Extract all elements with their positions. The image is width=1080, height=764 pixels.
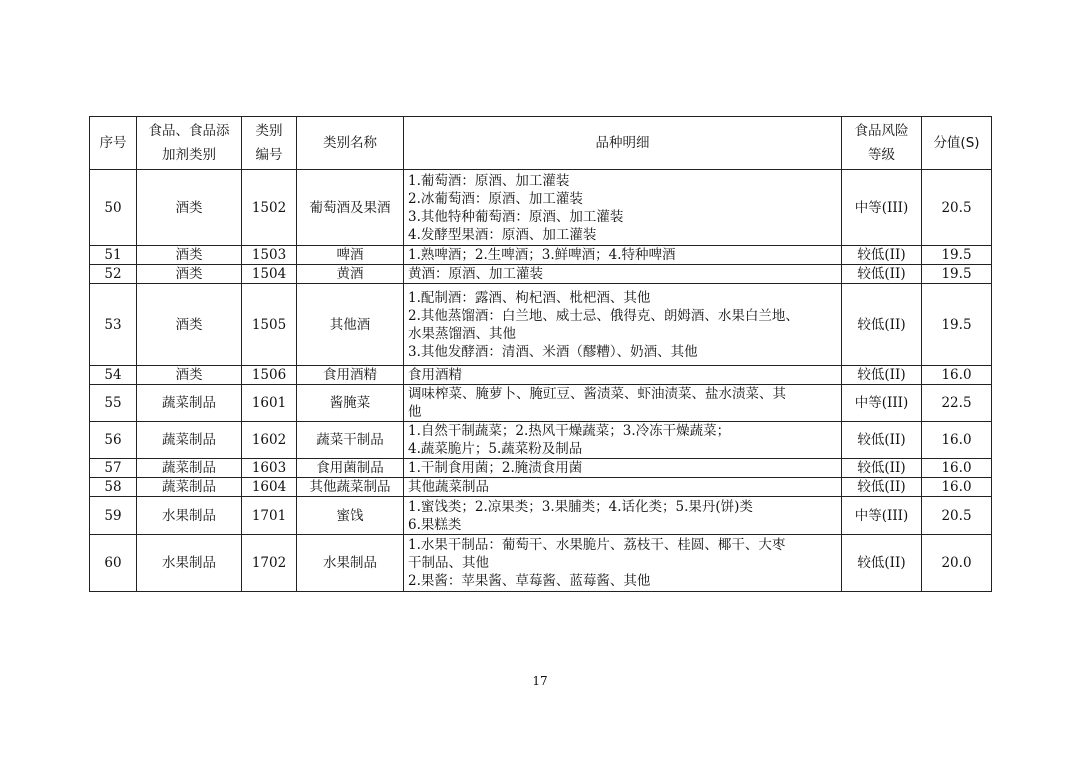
cell-seq: 54	[90, 366, 137, 385]
table-row	[90, 459, 992, 478]
cell-name: 蔬菜干制品	[297, 422, 404, 459]
detail-line: 3.其他特种葡萄酒：原酒、加工灌装	[408, 208, 624, 225]
cell-name: 食用菌制品	[297, 459, 404, 478]
cell-risk: 中等(III)	[842, 497, 922, 535]
cell-code: 1506	[242, 366, 297, 385]
cell-category: 蔬菜制品	[137, 478, 242, 497]
detail-line: 1.熟啤酒；2.生啤酒；3.鲜啤酒；4.特种啤酒	[408, 247, 676, 263]
header-score-label: 分值(S)	[933, 135, 980, 151]
cell-name: 食用酒精	[297, 366, 404, 385]
detail-line: 2.冰葡萄酒：原酒、加工灌装	[408, 190, 583, 207]
cell-detail	[404, 265, 842, 284]
cell-category: 蔬菜制品	[137, 459, 242, 478]
cell-category: 酒类	[137, 284, 242, 366]
cell-risk: 较低(II)	[842, 459, 922, 478]
cell-detail	[404, 385, 842, 422]
cell-code: 1601	[242, 385, 297, 422]
cell-seq: 55	[90, 385, 137, 422]
table-row	[90, 366, 992, 385]
header-detail	[404, 117, 842, 170]
table-row	[90, 497, 992, 535]
cell-name: 酱腌菜	[297, 385, 404, 422]
header-risk	[842, 117, 922, 170]
header-category-line1: 食品、食品添	[148, 123, 230, 139]
cell-risk: 中等(III)	[842, 170, 922, 246]
cell-seq: 58	[90, 478, 137, 497]
detail-line: 干制品、其他	[408, 555, 489, 571]
cell-name: 水果制品	[297, 535, 404, 592]
detail-line: 1.葡萄酒：原酒、加工灌装	[408, 172, 570, 189]
cell-detail	[404, 535, 842, 592]
cell-score: 16.0	[922, 366, 992, 385]
cell-score: 22.5	[922, 385, 992, 422]
header-category	[137, 117, 242, 170]
header-name-label: 类别名称	[323, 135, 377, 151]
table-row	[90, 284, 992, 366]
cell-score: 20.5	[922, 497, 992, 535]
cell-code: 1701	[242, 497, 297, 535]
cell-detail	[404, 478, 842, 497]
cell-category: 蔬菜制品	[137, 422, 242, 459]
cell-seq: 50	[90, 170, 137, 246]
detail-line: 3.其他发酵酒：清酒、米酒（醪糟）、奶酒、其他	[408, 343, 698, 360]
cell-code: 1603	[242, 459, 297, 478]
cell-risk: 较低(II)	[842, 366, 922, 385]
cell-seq: 60	[90, 535, 137, 592]
table-row	[90, 478, 992, 497]
cell-score: 16.0	[922, 422, 992, 459]
cell-risk: 较低(II)	[842, 284, 922, 366]
cell-code: 1602	[242, 422, 297, 459]
header-row	[90, 117, 992, 170]
table-body	[90, 170, 992, 592]
table-row	[90, 265, 992, 284]
header-code	[242, 117, 297, 170]
detail-line: 2.其他蒸馏酒：白兰地、威士忌、俄得克、朗姆酒、水果白兰地、	[408, 307, 799, 324]
cell-risk: 较低(II)	[842, 246, 922, 265]
cell-seq: 53	[90, 284, 137, 366]
cell-score: 19.5	[922, 246, 992, 265]
cell-seq: 51	[90, 246, 137, 265]
cell-risk: 较低(II)	[842, 535, 922, 592]
cell-code: 1604	[242, 478, 297, 497]
cell-name: 蜜饯	[297, 497, 404, 535]
header-detail-label: 品种明细	[595, 135, 650, 151]
cell-risk: 中等(III)	[842, 385, 922, 422]
detail-line: 1.蜜饯类；2.凉果类；3.果脯类；4.话化类；5.果丹(饼)类	[408, 498, 753, 515]
cell-category: 酒类	[137, 246, 242, 265]
cell-name: 其他酒	[297, 284, 404, 366]
header-code-line2: 编号	[255, 147, 283, 163]
detail-line: 他	[408, 404, 422, 420]
table-row	[90, 170, 992, 246]
cell-category: 蔬菜制品	[137, 385, 242, 422]
cell-detail	[404, 459, 842, 478]
header-risk-line1: 食品风险	[854, 123, 909, 139]
header-risk-line2: 等级	[868, 147, 895, 163]
cell-category: 酒类	[137, 265, 242, 284]
detail-line: 黄酒：原酒、加工灌装	[408, 266, 543, 282]
detail-line: 1.自然干制蔬菜；2.热风干燥蔬菜；3.冷冻干燥蔬菜；	[408, 423, 731, 439]
header-name	[297, 117, 404, 170]
cell-score: 20.5	[922, 170, 992, 246]
cell-name: 其他蔬菜制品	[297, 478, 404, 497]
cell-seq: 57	[90, 459, 137, 478]
cell-code: 1505	[242, 284, 297, 366]
cell-score: 16.0	[922, 478, 992, 497]
detail-line: 4.发酵型果酒：原酒、加工灌装	[408, 226, 597, 243]
detail-line: 调味榨菜、腌萝卜、腌豇豆、酱渍菜、虾油渍菜、盐水渍菜、其	[408, 386, 786, 402]
cell-code: 1503	[242, 246, 297, 265]
cell-detail	[404, 246, 842, 265]
cell-risk: 较低(II)	[842, 478, 922, 497]
cell-category: 酒类	[137, 170, 242, 246]
header-score	[922, 117, 992, 170]
cell-detail	[404, 366, 842, 385]
cell-seq: 52	[90, 265, 137, 284]
table-row	[90, 385, 992, 422]
detail-line: 4.蔬菜脆片；5.蔬菜粉及制品	[408, 441, 583, 457]
detail-line: 1.干制食用菌；2.腌渍食用菌	[408, 460, 583, 476]
cell-score: 20.0	[922, 535, 992, 592]
cell-name: 葡萄酒及果酒	[297, 170, 404, 246]
detail-line: 6.果糕类	[408, 516, 462, 533]
food-risk-table	[89, 116, 992, 592]
detail-line: 2.果酱：苹果酱、草莓酱、蓝莓酱、其他	[408, 573, 651, 589]
detail-line: 水果蒸馏酒、其他	[408, 325, 516, 342]
cell-name: 啤酒	[297, 246, 404, 265]
cell-score: 19.5	[922, 284, 992, 366]
detail-line: 食用酒精	[408, 367, 462, 383]
cell-detail	[404, 422, 842, 459]
detail-line: 1.水果干制品：葡萄干、水果脆片、荔枝干、桂圆、椰干、大枣	[408, 537, 786, 553]
header-seq	[90, 117, 137, 170]
header-category-line2: 加剂类别	[162, 147, 216, 163]
cell-risk: 较低(II)	[842, 422, 922, 459]
table-row	[90, 535, 992, 592]
cell-category: 酒类	[137, 366, 242, 385]
cell-code: 1504	[242, 265, 297, 284]
cell-name: 黄酒	[297, 265, 404, 284]
cell-category: 水果制品	[137, 535, 242, 592]
page-number: 17	[532, 674, 548, 688]
cell-detail	[404, 284, 842, 366]
cell-score: 19.5	[922, 265, 992, 284]
table-row	[90, 422, 992, 459]
cell-detail	[404, 497, 842, 535]
cell-seq: 59	[90, 497, 137, 535]
cell-score: 16.0	[922, 459, 992, 478]
table-row	[90, 246, 992, 265]
cell-code: 1502	[242, 170, 297, 246]
cell-risk: 较低(II)	[842, 265, 922, 284]
cell-seq: 56	[90, 422, 137, 459]
cell-detail	[404, 170, 842, 246]
detail-line: 其他蔬菜制品	[408, 479, 489, 495]
header-code-line1: 类别	[255, 123, 283, 139]
cell-code: 1702	[242, 535, 297, 592]
detail-line: 1.配制酒：露酒、枸杞酒、枇杷酒、其他	[408, 289, 651, 306]
cell-category: 水果制品	[137, 497, 242, 535]
header-seq-label: 序号	[99, 135, 127, 151]
